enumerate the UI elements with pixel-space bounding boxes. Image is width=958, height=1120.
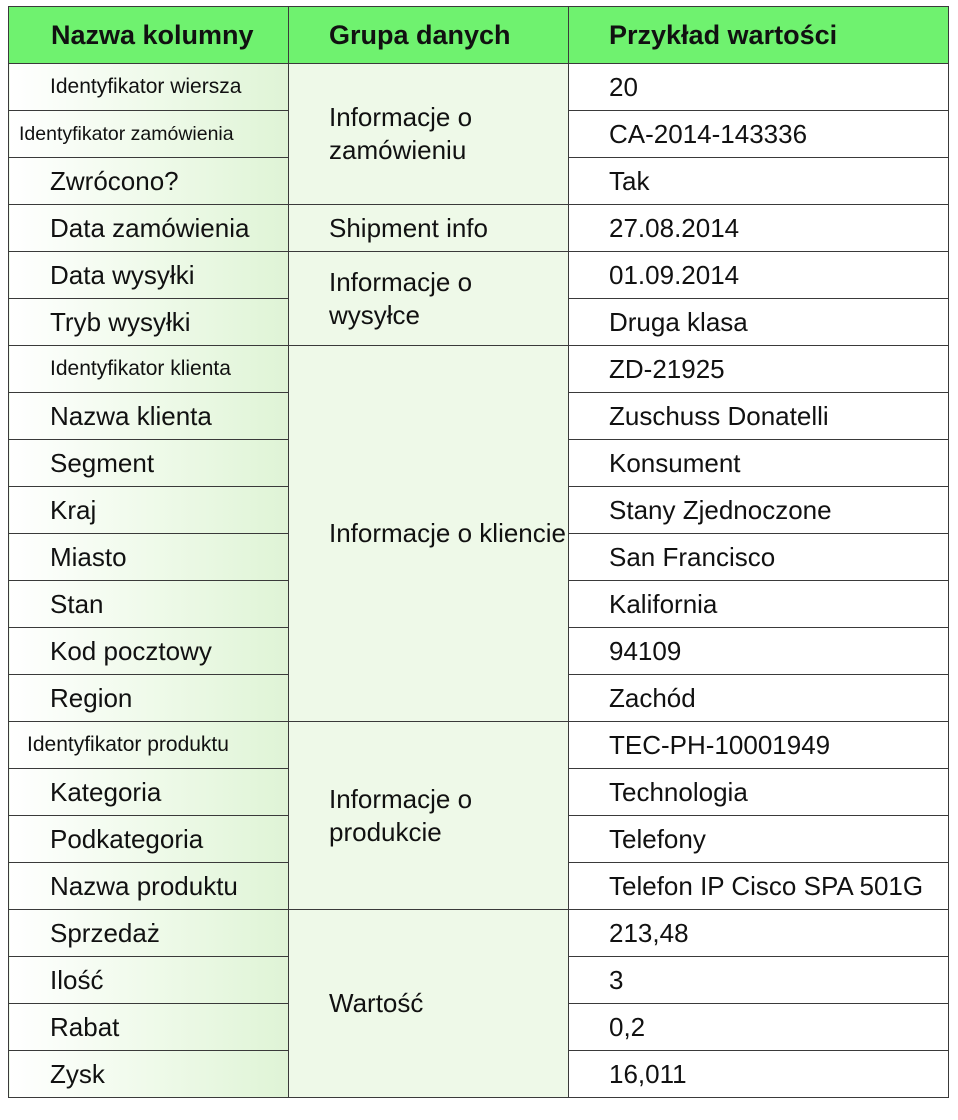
example-value-cell: 01.09.2014 [569,252,949,299]
column-name-cell: Rabat [9,1004,289,1051]
column-name-cell: Podkategoria [9,816,289,863]
column-name-cell: Tryb wysyłki [9,299,289,346]
example-value-cell: 20 [569,64,949,111]
example-value-cell: Kalifornia [569,581,949,628]
column-name-cell: Nazwa produktu [9,863,289,910]
table-row [9,64,949,111]
example-value-cell: Druga klasa [569,299,949,346]
example-value-cell: 94109 [569,628,949,675]
example-value-cell: 3 [569,957,949,1004]
column-name-cell: Data wysyłki [9,252,289,299]
column-name-cell: Stan [9,581,289,628]
example-value-cell: Konsument [569,440,949,487]
column-name-cell: Segment [9,440,289,487]
column-name-cell: Identyfikator wiersza [9,64,289,111]
column-name-cell: Identyfikator zamówienia [9,111,289,158]
column-name-cell: Kategoria [9,769,289,816]
header-example-value: Przykład wartości [569,7,949,64]
table-container [8,6,949,1098]
column-name-cell: Miasto [9,534,289,581]
table-row [9,205,949,252]
example-value-cell: CA-2014-143336 [569,111,949,158]
example-value-cell: 27.08.2014 [569,205,949,252]
example-value-cell: San Francisco [569,534,949,581]
example-value-cell: 213,48 [569,910,949,957]
group-cell-customer: Informacje o kliencie [289,346,569,722]
example-value-cell: Zuschuss Donatelli [569,393,949,440]
group-cell-product: Informacje o produkcie [289,722,569,910]
example-value-cell: Zachód [569,675,949,722]
example-value-cell: Stany Zjednoczone [569,487,949,534]
column-name-cell: Region [9,675,289,722]
data-dictionary-table [8,6,949,1098]
group-cell-shipment-info: Shipment info [289,205,569,252]
header-column-name: Nazwa kolumny [9,7,289,64]
example-value-cell: Technologia [569,769,949,816]
column-name-cell: Data zamówienia [9,205,289,252]
group-cell-value: Wartość [289,910,569,1098]
column-name-cell: Identyfikator klienta [9,346,289,393]
example-value-cell: 0,2 [569,1004,949,1051]
group-cell-shipping: Informacje o wysyłce [289,252,569,346]
example-value-cell: Telefon IP Cisco SPA 501G [569,863,949,910]
table-row [9,910,949,957]
column-name-cell: Ilość [9,957,289,1004]
column-name-cell: Kraj [9,487,289,534]
example-value-cell: ZD-21925 [569,346,949,393]
column-name-cell: Kod pocztowy [9,628,289,675]
table-row [9,252,949,299]
example-value-cell: TEC-PH-10001949 [569,722,949,769]
column-name-cell: Zysk [9,1051,289,1098]
example-value-cell: 16,011 [569,1051,949,1098]
header-row [9,7,949,64]
column-name-cell: Nazwa klienta [9,393,289,440]
example-value-cell: Tak [569,158,949,205]
table-row [9,722,949,769]
example-value-cell: Telefony [569,816,949,863]
header-data-group: Grupa danych [289,7,569,64]
group-cell-order: Informacje o zamówieniu [289,64,569,205]
column-name-cell: Sprzedaż [9,910,289,957]
table-row [9,346,949,393]
column-name-cell: Zwrócono? [9,158,289,205]
column-name-cell: Identyfikator produktu [9,722,289,769]
